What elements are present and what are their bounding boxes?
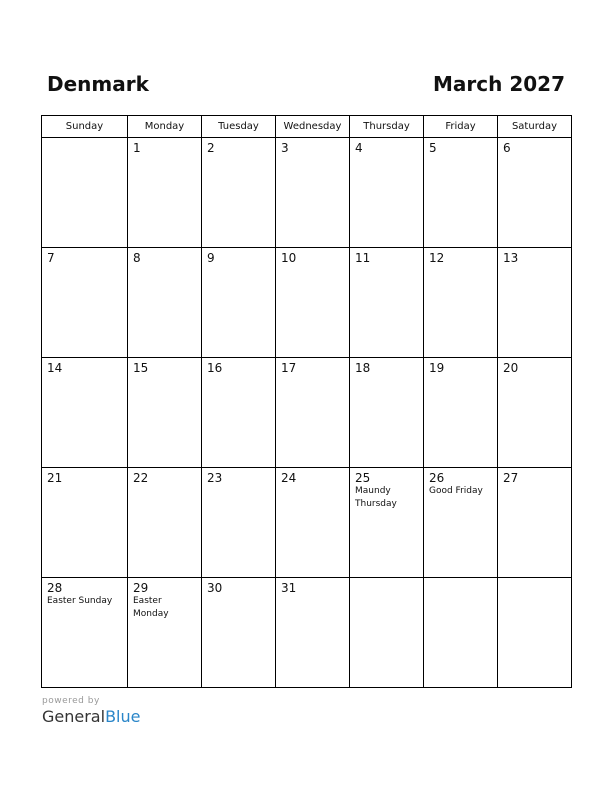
day-number: 8 — [133, 251, 141, 265]
holiday-label: Good Friday — [429, 486, 483, 496]
day-number: 2 — [207, 141, 215, 155]
week-row — [42, 468, 572, 578]
day-cell — [424, 138, 498, 248]
day-number: 10 — [281, 251, 297, 265]
day-cell — [276, 468, 350, 578]
day-number: 31 — [281, 581, 297, 595]
weekday-sunday: Sunday — [42, 116, 128, 138]
day-cell — [276, 138, 350, 248]
day-cell — [128, 138, 202, 248]
day-number: 24 — [281, 471, 297, 485]
day-cell — [498, 138, 572, 248]
day-number: 21 — [47, 471, 63, 485]
weekday-header-row — [42, 116, 572, 138]
week-row — [42, 578, 572, 688]
day-cell — [350, 468, 424, 578]
day-number: 28 — [47, 581, 63, 595]
day-cell — [42, 578, 128, 688]
day-cell — [498, 248, 572, 358]
weekday-friday: Friday — [424, 116, 498, 138]
day-cell — [276, 578, 350, 688]
weekday-monday: Monday — [128, 116, 202, 138]
powered-by-text: powered by — [42, 696, 100, 706]
weekday-tuesday: Tuesday — [202, 116, 276, 138]
day-number: 14 — [47, 361, 63, 375]
day-number: 18 — [355, 361, 371, 375]
day-cell — [42, 138, 128, 248]
day-cell — [128, 578, 202, 688]
day-number: 4 — [355, 141, 363, 155]
weekday-wednesday: Wednesday — [276, 116, 350, 138]
week-row — [42, 248, 572, 358]
day-cell — [128, 248, 202, 358]
day-number: 19 — [429, 361, 445, 375]
holiday-label: Maundy Thursday — [355, 486, 397, 509]
weekday-thursday: Thursday — [350, 116, 424, 138]
week-row — [42, 138, 572, 248]
day-cell — [128, 468, 202, 578]
day-number: 3 — [281, 141, 289, 155]
day-number: 27 — [503, 471, 519, 485]
day-number: 12 — [429, 251, 445, 265]
day-cell — [202, 468, 276, 578]
day-number: 22 — [133, 471, 149, 485]
day-cell — [350, 578, 424, 688]
day-cell — [424, 578, 498, 688]
footer-logo — [42, 696, 140, 727]
day-cell — [424, 468, 498, 578]
day-cell — [276, 248, 350, 358]
day-cell — [202, 138, 276, 248]
day-cell — [42, 468, 128, 578]
day-number: 15 — [133, 361, 149, 375]
day-cell — [498, 468, 572, 578]
day-number: 9 — [207, 251, 215, 265]
day-cell — [202, 578, 276, 688]
day-cell — [424, 248, 498, 358]
day-number: 30 — [207, 581, 223, 595]
day-number: 25 — [355, 471, 371, 485]
day-number: 29 — [133, 581, 149, 595]
day-cell — [350, 138, 424, 248]
day-cell — [350, 358, 424, 468]
day-number: 5 — [429, 141, 437, 155]
day-number: 20 — [503, 361, 519, 375]
day-number: 26 — [429, 471, 445, 485]
day-cell — [498, 578, 572, 688]
day-cell — [202, 358, 276, 468]
day-number: 17 — [281, 361, 297, 375]
day-cell — [128, 358, 202, 468]
day-number: 1 — [133, 141, 141, 155]
day-cell — [276, 358, 350, 468]
day-number: 13 — [503, 251, 519, 265]
day-cell — [42, 358, 128, 468]
day-number: 23 — [207, 471, 223, 485]
holiday-label: Easter Sunday — [47, 596, 113, 606]
day-cell — [202, 248, 276, 358]
week-row — [42, 358, 572, 468]
day-cell — [498, 358, 572, 468]
day-cell — [350, 248, 424, 358]
day-number: 16 — [207, 361, 223, 375]
day-cell — [42, 248, 128, 358]
month-title: March 2027 — [433, 72, 565, 96]
day-number: 11 — [355, 251, 371, 265]
country-title: Denmark — [47, 72, 149, 96]
holiday-label: Easter Monday — [133, 596, 169, 619]
calendar-grid — [41, 115, 572, 688]
day-number: 7 — [47, 251, 55, 265]
day-number: 6 — [503, 141, 511, 155]
weekday-saturday: Saturday — [498, 116, 572, 138]
brand-logo — [42, 707, 140, 727]
brand-blue: Blue — [105, 707, 141, 726]
day-cell — [424, 358, 498, 468]
brand-general: General — [42, 707, 106, 726]
